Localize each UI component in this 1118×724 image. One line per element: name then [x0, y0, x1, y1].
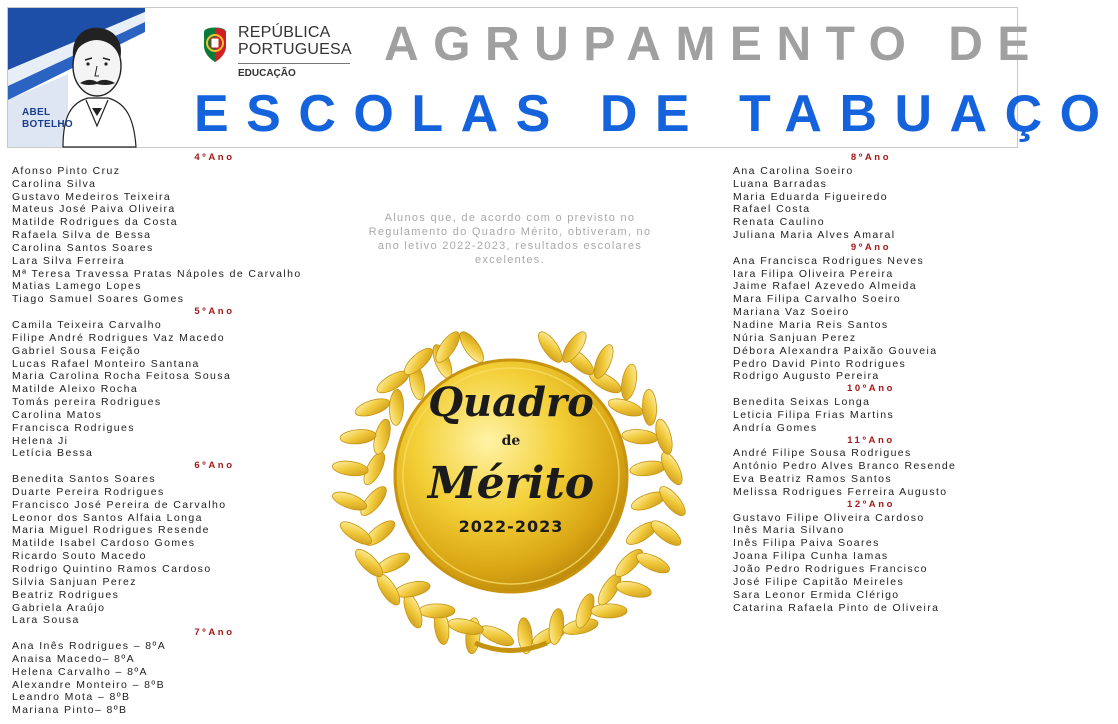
student-name: Matilde Rodrigues da Costa — [12, 216, 178, 229]
student-name: Beatriz Rodrigues — [12, 588, 120, 601]
student-name: Ricardo Souto Macedo — [12, 550, 147, 563]
student-name: Letícia Bessa — [12, 447, 94, 460]
student-name: Lara Sousa — [12, 614, 80, 627]
student-name: Núria Sanjuan Perez — [733, 331, 857, 344]
student-name: Nadine Maria Reis Santos — [733, 318, 889, 331]
student-name: Matias Lamego Lopes — [12, 280, 142, 293]
student-name: Luana Barradas — [733, 177, 828, 190]
student-name: Lara Silva Ferreira — [12, 254, 125, 267]
student-name: António Pedro Alves Branco Resende — [733, 460, 957, 473]
student-name: Catarina Rafaela Pinto de Oliveira — [733, 601, 940, 614]
medal-graphic — [325, 318, 697, 690]
student-name: Juliana Maria Alves Amaral — [733, 229, 896, 242]
student-name: Carolina Matos — [12, 408, 103, 421]
laurel-leaf — [447, 616, 485, 637]
student-name: Rafael Costa — [733, 203, 811, 216]
portrait-caption-first: ABEL — [22, 107, 51, 118]
gov-name-line1: REPÚBLICA — [238, 24, 331, 41]
laurel-leaf — [547, 608, 566, 646]
grade-heading: 4ºAno — [194, 152, 235, 163]
gov-name-line2: PORTUGUESA — [238, 41, 352, 58]
laurel-leaf — [419, 604, 455, 618]
student-name: Ana Francisca Rodrigues Neves — [733, 254, 925, 267]
student-name: José Filipe Capitão Meireles — [733, 575, 905, 588]
laurel-leaf — [590, 342, 617, 381]
student-name: Francisco José Pereira de Carvalho — [12, 498, 227, 511]
student-name: Francisca Rodrigues — [12, 421, 135, 434]
student-name: Renata Caulino — [733, 216, 825, 229]
portrait-caption — [22, 107, 73, 131]
student-name: Helena Carvalho – 8ºA — [12, 665, 148, 678]
student-name: Gustavo Medeiros Teixeira — [12, 190, 172, 203]
student-name: Débora Alexandra Paixão Gouveia — [733, 344, 938, 357]
grade-heading: 5ºAno — [194, 306, 235, 318]
grade-heading: 8ºAno — [850, 152, 892, 163]
medal-line3: Mérito — [427, 458, 595, 509]
student-name: Alexandre Monteiro – 8ºB — [12, 678, 166, 691]
intro-text: Alunos que, de acordo com o previsto no Regulamento do Quadro Mérito, obtiveram, no ano letivo 2022-2023, resultados escolares excelentes. — [368, 212, 652, 266]
laurel-leaf — [534, 328, 566, 366]
student-name: Leticia Filipa Frias Martins — [733, 408, 895, 421]
student-name: Gabriel Sousa Feição — [12, 344, 141, 357]
student-name: Inês Maria Silvano — [733, 524, 845, 537]
student-name: Gabriela Araújo — [12, 601, 106, 614]
laurel-leaf — [353, 395, 392, 419]
student-name: André Filipe Sousa Rodrigues — [733, 447, 912, 460]
republica-portuguesa-logo — [198, 22, 358, 92]
student-name: Filipe André Rodrigues Vaz Macedo — [12, 331, 225, 344]
student-name: Inês Filipa Paiva Soares — [733, 537, 880, 550]
gov-ministry: EDUCAÇÃO — [238, 68, 296, 79]
laurel-leaf — [619, 363, 639, 401]
student-name: João Pedro Rodrigues Francisco — [733, 563, 928, 575]
laurel-leaf — [615, 579, 653, 600]
grade-heading: 7ºAno — [194, 627, 235, 639]
student-name: Mara Filipa Carvalho Soeiro — [733, 293, 901, 306]
student-name: Joana Filipa Cunha Iamas — [733, 550, 889, 563]
laurel-leaf — [340, 428, 377, 445]
grade-heading: 6ºAno — [194, 460, 235, 472]
student-name: Melissa Rodrigues Ferreira Augusto — [733, 485, 948, 498]
student-name: Ana Inês Rodrigues – 8ºA — [12, 640, 167, 653]
laurel-leaf — [456, 328, 488, 366]
abel-botelho-portrait — [8, 8, 145, 147]
student-name: Carolina Silva — [12, 177, 97, 190]
laurel-leaf — [330, 488, 369, 513]
student-name: Eva Beatriz Ramos Santos — [733, 473, 893, 486]
grade-heading: 12ºAno — [846, 498, 896, 510]
student-name: Carolina Santos Soares — [12, 241, 154, 254]
student-name: Tiago Samuel Soares Gomes — [12, 293, 185, 306]
student-name: Afonso Pinto Cruz — [12, 164, 121, 177]
student-name: Pedro David Pinto Rodrigues — [733, 357, 907, 370]
student-name: Tomás pereira Rodrigues — [12, 396, 162, 409]
laurel-leaf — [591, 604, 627, 618]
quadro-de-merito-medal — [325, 318, 697, 690]
title-line1: AGRUPAMENTO DE — [384, 18, 1044, 71]
student-name: Mariana Vaz Soeiro — [733, 306, 850, 319]
medal-year: 2022-2023 — [458, 517, 564, 536]
student-name: Jaime Rafael Azevedo Almeida — [733, 280, 917, 293]
student-name: Mª Teresa Travessa Pratas Nápoles de Carvalho — [12, 267, 302, 280]
student-name: Andría Gomes — [733, 421, 818, 434]
gov-divider — [238, 63, 350, 64]
laurel-leaf — [634, 549, 673, 577]
student-name: Lucas Rafael Monteiro Santana — [12, 357, 200, 370]
student-name: Ana Carolina Soeiro — [733, 164, 854, 177]
student-name: Benedita Seixas Longa — [733, 396, 871, 409]
page-header — [7, 7, 1118, 148]
student-name: Rodrigo Quintino Ramos Cardoso — [12, 563, 212, 575]
grade-heading: 9ºAno — [850, 241, 892, 253]
title-line2: ESCOLAS DE TABUAÇO — [194, 85, 1118, 143]
student-name: Camila Teixeira Carvalho — [12, 318, 163, 331]
student-name: Iara Filipa Oliveira Pereira — [733, 267, 894, 280]
laurel-leaf — [642, 389, 658, 426]
students-right-column — [733, 152, 1013, 614]
student-name: Helena Ji — [12, 434, 69, 447]
student-name: Benedita Santos Soares — [12, 473, 157, 486]
student-name: Mateus José Paiva Oliveira — [12, 203, 176, 216]
laurel-leaf — [629, 459, 667, 478]
student-name: Maria Carolina Rocha Feitosa Sousa — [12, 370, 232, 383]
medal-line1: Quadro — [428, 379, 594, 426]
student-name: Sara Leonor Ermida Clérigo — [733, 588, 900, 601]
student-name: Duarte Pereira Rodrigues — [12, 485, 165, 498]
medal-line2: de — [501, 433, 521, 449]
student-name: Maria Eduarda Figueiredo — [733, 190, 889, 203]
student-name: Rafaela Silva de Bessa — [12, 229, 152, 242]
student-name: Silvia Sanjuan Perez — [12, 575, 137, 588]
student-name: Maria Miguel Rodrigues Resende — [12, 524, 210, 537]
student-name: Gustavo Filipe Oliveira Cardoso — [733, 511, 925, 524]
portrait-caption-last: BOTELHO — [22, 119, 73, 130]
grade-heading: 10ºAno — [846, 383, 896, 395]
student-name: Leonor dos Santos Alfaia Longa — [12, 511, 203, 524]
student-name: Matilde Aleixo Rocha — [12, 383, 139, 396]
portuguese-emblem-icon — [198, 24, 232, 64]
student-name: Leandro Mota – 8ºB — [12, 691, 131, 704]
laurel-leaf — [621, 428, 658, 445]
student-name: Mariana Pinto– 8ºB — [12, 704, 128, 717]
grade-heading: 11ºAno — [847, 434, 895, 446]
laurel-leaf — [332, 459, 370, 478]
student-name: Matilde Isabel Cardoso Gomes — [12, 537, 196, 550]
students-left-column — [12, 152, 312, 717]
laurel-leaf — [389, 389, 405, 426]
student-name: Anaisa Macedo– 8ºA — [12, 652, 136, 665]
student-name: Rodrigo Augusto Pereira — [733, 370, 880, 383]
